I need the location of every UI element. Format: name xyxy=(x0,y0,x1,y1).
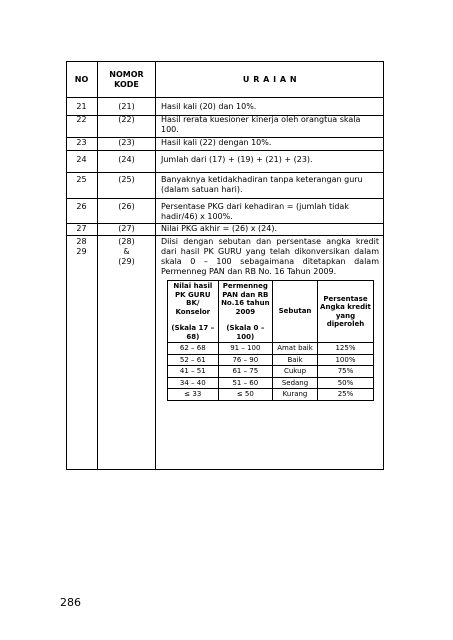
row-separator xyxy=(66,198,384,199)
table-cell: Kurang xyxy=(273,389,318,401)
row-no: 23 xyxy=(76,138,87,147)
row-uraian: Hasil kali (20) dan 10%. xyxy=(161,102,257,111)
table-cell: 61 – 75 xyxy=(218,366,272,378)
col-nilai-hasil xyxy=(168,281,219,343)
table-row xyxy=(168,377,374,389)
table-row xyxy=(168,354,374,366)
table-cell: Sedang xyxy=(273,377,318,389)
table-row xyxy=(168,389,374,401)
row-kode: (22) xyxy=(118,115,135,124)
row-uraian: Diisi dengan sebutan dan persentase angka kredit dari hasil PK GURU yang telah dikonversikan dalam skala 0 – 100 sebagaimana ditetapkan dalam Permenneg PAN dan RB No. 16 Tahun 2009. xyxy=(161,237,379,276)
row-kode: (25) xyxy=(118,175,135,184)
conversion-table-header xyxy=(168,281,374,343)
table-cell: 75% xyxy=(317,366,373,378)
table-cell: 51 – 60 xyxy=(218,377,272,389)
table-cell: Cukup xyxy=(273,366,318,378)
table-cell: 50% xyxy=(317,377,373,389)
col-permenneg-label: Permenneg PAN dan RB No.16 tahun 2009 xyxy=(221,282,270,316)
row-uraian: Hasil rerata kuesioner kinerja oleh orangtua skala 100. xyxy=(161,115,361,134)
row-separator xyxy=(66,235,384,236)
row-no: 28 xyxy=(76,237,87,246)
row-uraian: Hasil kali (22) dengan 10%. xyxy=(161,138,272,147)
column-divider-2 xyxy=(155,61,156,470)
col-sebutan: Sebutan xyxy=(273,281,318,343)
table-cell: 41 – 51 xyxy=(168,366,219,378)
row-no: 27 xyxy=(76,224,87,233)
table-row xyxy=(168,366,374,378)
table-cell: 91 – 100 xyxy=(218,343,272,355)
table-cell: 25% xyxy=(317,389,373,401)
table-cell: 34 – 40 xyxy=(168,377,219,389)
table-cell: Amat baik xyxy=(273,343,318,355)
table-cell: ≤ 33 xyxy=(168,389,219,401)
conversion-table xyxy=(167,280,374,401)
row-no: 21 xyxy=(76,102,87,111)
row-kode: & xyxy=(123,247,130,256)
row-kode: (24) xyxy=(118,155,135,164)
page-number: 286 xyxy=(60,596,81,609)
row-kode: (21) xyxy=(118,102,135,111)
table-cell: 52 – 61 xyxy=(168,354,219,366)
row-uraian: Jumlah dari (17) + (19) + (21) + (23). xyxy=(161,155,313,164)
row-kode: (26) xyxy=(118,202,135,211)
table-cell: 62 – 68 xyxy=(168,343,219,355)
row-no: 22 xyxy=(76,115,87,124)
col-nilai-hasil-label: Nilai hasil PK GURU BK/ Konselor xyxy=(173,282,213,316)
row-separator xyxy=(66,150,384,151)
col-permenneg-scale: (Skala 0 – 100) xyxy=(226,324,265,341)
row-no: 24 xyxy=(76,155,87,164)
table-cell: Baik xyxy=(273,354,318,366)
row-kode: (23) xyxy=(118,138,135,147)
row-uraian: Banyaknya ketidakhadiran tanpa keterangan guru (dalam satuan hari). xyxy=(161,175,363,194)
row-kode: (28) xyxy=(118,237,135,246)
row-no: 25 xyxy=(76,175,87,184)
row-separator xyxy=(66,172,384,173)
row-uraian: Nilai PKG akhir = (26) x (24). xyxy=(161,224,278,233)
row-no: 29 xyxy=(76,247,87,256)
col-permenneg xyxy=(218,281,272,343)
col-nilai-hasil-scale: (Skala 17 – 68) xyxy=(171,324,215,341)
header-kode: NOMOR KODE xyxy=(109,70,144,89)
table-cell: 100% xyxy=(317,354,373,366)
header-uraian: U R A I A N xyxy=(242,75,298,84)
table-cell: 125% xyxy=(317,343,373,355)
table-row xyxy=(168,343,374,355)
row-kode: (27) xyxy=(118,224,135,233)
row-uraian: Persentase PKG dari kehadiran = (jumlah tidak hadir/46) x 100%. xyxy=(161,202,349,221)
table-cell: 76 – 90 xyxy=(218,354,272,366)
row-no: 26 xyxy=(76,202,87,211)
col-persentase: Persentase Angka kredit yang diperoleh xyxy=(317,281,373,343)
header-no: NO xyxy=(74,75,89,84)
row-kode: (29) xyxy=(118,257,135,266)
table-cell: ≤ 50 xyxy=(218,389,272,401)
